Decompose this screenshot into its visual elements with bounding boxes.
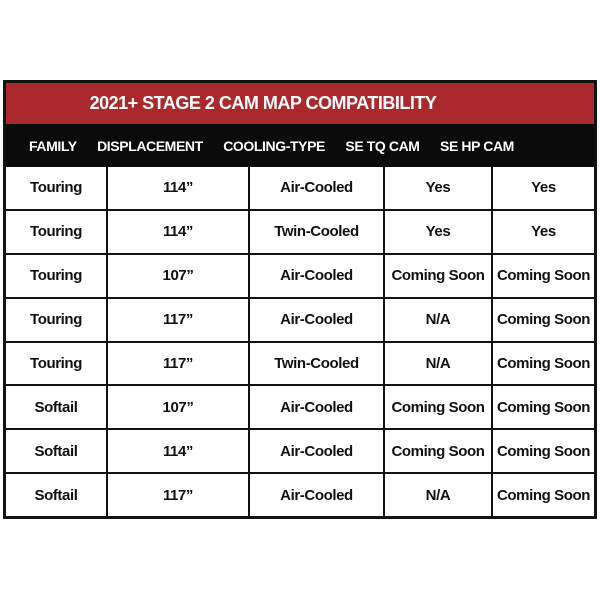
table-row [6,167,594,211]
column-header-cooling-type: COOLING-TYPE [223,137,325,154]
table-cell-displacement: 117” [108,299,250,341]
table-cell-displacement: 114” [108,167,250,209]
table-cell-family: Softail [6,430,108,472]
table-title-bar [6,83,594,124]
table-row [6,430,594,474]
table-row [6,299,594,343]
table-cell-cooling-type: Air-Cooled [250,299,385,341]
table-cell-cooling-type: Air-Cooled [250,386,385,428]
table-row [6,343,594,387]
table-cell-se-hp-cam: Yes [531,223,556,241]
column-header-family: FAMILY [29,137,77,154]
table-row [6,474,594,516]
table-cell-se-hp-cam: Coming Soon [496,398,591,416]
table-cell-se-hp-cam: Coming Soon [496,354,591,372]
table-title: 2021+ STAGE 2 CAM MAP COMPATIBILITY [89,93,437,113]
table-cell-displacement: 117” [108,474,250,516]
column-header-row [6,124,594,167]
table-cell-se-tq-cam: Yes [385,211,493,253]
table-cell-se-tq-cam: Coming Soon [385,430,493,472]
table-cell-cooling-type: Air-Cooled [250,430,385,472]
table-cell-se-tq-cam: N/A [385,474,493,516]
table-cell-se-tq-cam: N/A [385,299,493,341]
table-cell-se-hp-cam: Yes [531,179,556,197]
table-cell-cooling-type: Air-Cooled [250,474,385,516]
table-cell-se-tq-cam: Coming Soon [385,255,493,297]
table-row [6,386,594,430]
table-cell-family: Softail [6,386,108,428]
table-cell-cooling-type: Air-Cooled [250,167,385,209]
table-cell-displacement: 117” [108,343,250,385]
table-cell-cooling-type: Air-Cooled [250,255,385,297]
table-row [6,211,594,255]
table-cell-cooling-type: Twin-Cooled [250,343,385,385]
table-cell-family: Touring [6,255,108,297]
table-cell-family: Softail [6,474,108,516]
table-cell-se-hp-cam: Coming Soon [496,267,591,285]
table-row [6,255,594,299]
table-cell-family: Touring [6,211,108,253]
table-cell-se-tq-cam: Yes [385,167,493,209]
table-cell-se-hp-cam: Coming Soon [496,311,591,329]
table-cell-displacement: 107” [108,255,250,297]
table-cell-displacement: 107” [108,386,250,428]
table-cell-se-hp-cam: Coming Soon [496,442,591,460]
table-body [6,167,594,516]
table-cell-se-tq-cam: N/A [385,343,493,385]
column-header-se-tq-cam: SE TQ CAM [345,137,420,154]
column-header-se-hp-cam: SE HP CAM [440,137,514,154]
table-cell-family: Touring [6,167,108,209]
table-cell-cooling-type: Twin-Cooled [250,211,385,253]
table-cell-family: Touring [6,299,108,341]
table-cell-se-hp-cam: Coming Soon [496,486,591,504]
column-header-displacement: DISPLACEMENT [97,137,203,154]
table-cell-se-tq-cam: Coming Soon [385,386,493,428]
compatibility-table [3,80,597,519]
table-cell-displacement: 114” [108,211,250,253]
table-cell-family: Touring [6,343,108,385]
table-cell-displacement: 114” [108,430,250,472]
